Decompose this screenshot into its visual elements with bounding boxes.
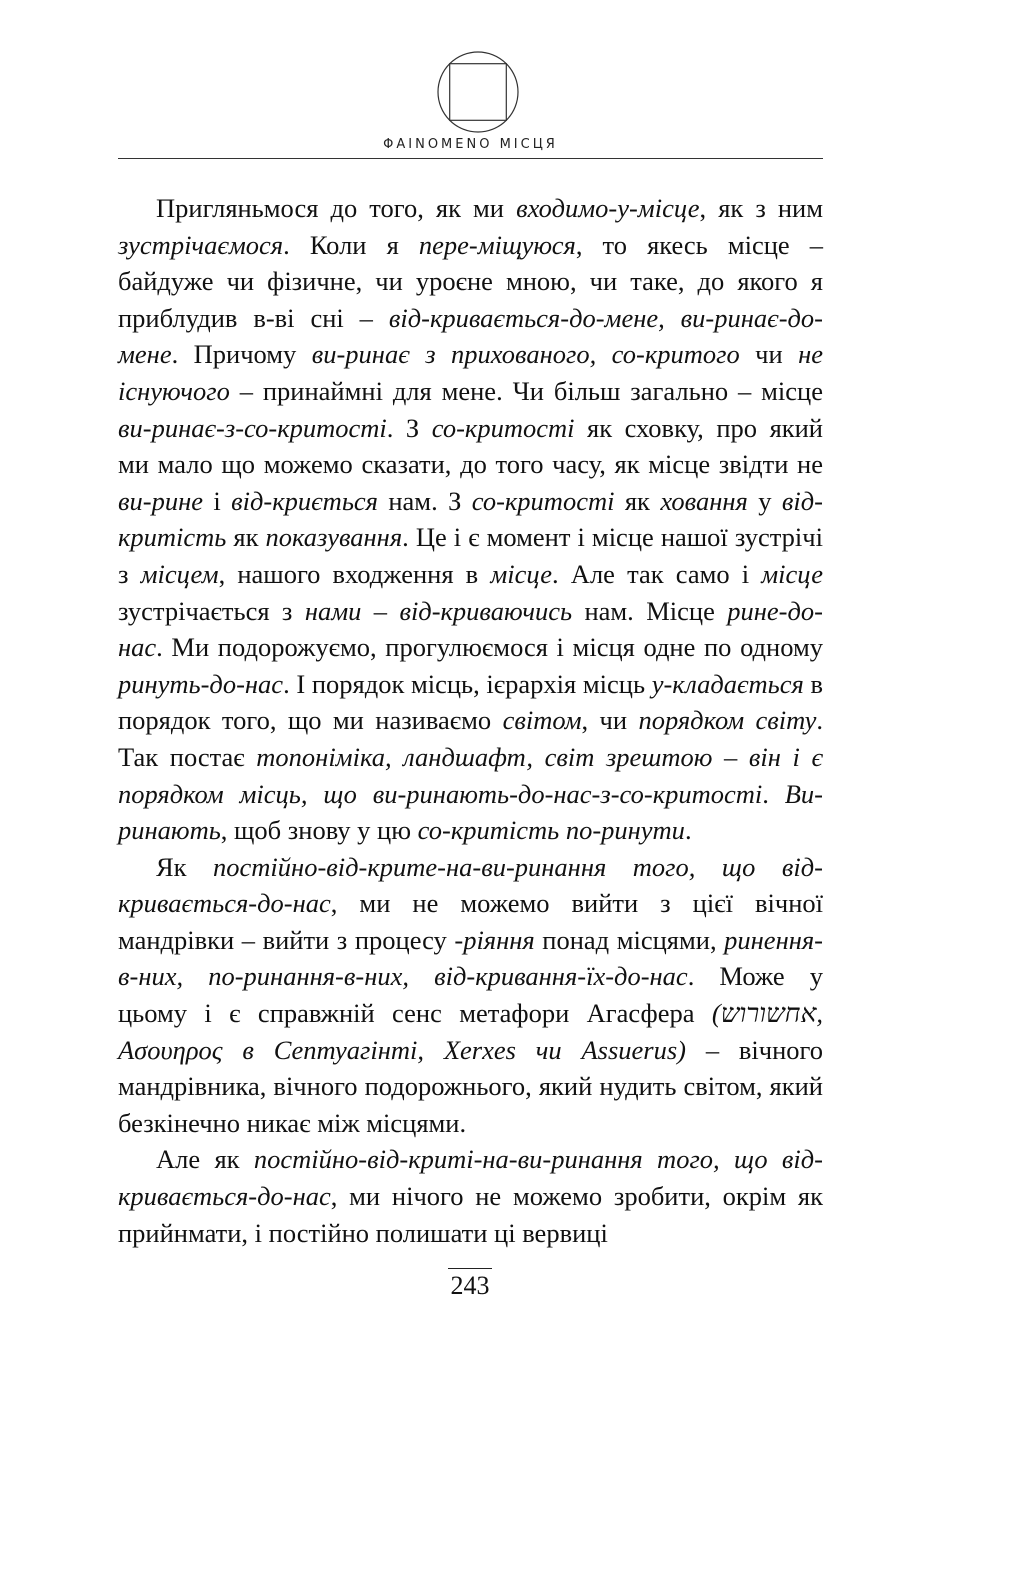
body-text [118,190,823,1251]
text-run: , нашого входження в [218,558,491,589]
text-run: . З [386,412,432,443]
text-run: . Але так само і [552,558,762,589]
italic-run: топоніміка, ландшафт, світ зрештою – він і є порядком місць, що ви-ринають-до-нас-з-со-критості [118,741,823,809]
italic-run: пере-міщуюся [418,229,576,260]
page-footer [430,1268,510,1301]
text-run: зустрічається з [118,595,305,626]
italic-run: місцем [140,558,219,589]
italic-run: ховання [660,485,748,516]
text-run: . Може у цьому і є справжній сенс метафори Агасфера [118,961,823,1029]
text-run: як [614,485,661,516]
italic-run: ринуть-до-нас [118,668,284,699]
italic-run: показування [265,522,403,553]
text-run: в порядок того, що ми називаємо [118,668,823,736]
text-run: чи [739,339,799,370]
italic-run: (אחשורוש, Ασουηρος в Септуагінті, Xerxes чи Assuerus) [118,998,823,1065]
text-run: Пригляньмося до того, як ми [156,193,517,223]
italic-run: не існуючого [118,339,823,406]
italic-run: світом [502,705,582,736]
italic-run: входимо-у-місце [516,193,700,223]
page-number: 243 [450,1271,490,1300]
text-run: . І порядок місць, ієрархія місць [283,668,652,699]
paragraph [118,849,823,1142]
page-number-rule [448,1268,492,1269]
text-run: . Причому [171,339,312,370]
text-run: , ми нічого не можемо зробити, окрім як прийнмати, і постійно полишати ці вервиці [118,1181,823,1248]
italic-run: постійно-від-крите-на-ви-ринання того, що від-кривається-до-нас [118,851,823,919]
running-head: ΦAINOMENO МІСЦЯ [383,137,558,152]
text-run: , як з ним [699,193,824,223]
text-run: нам. Місце [572,595,728,626]
italic-run: ви-ринає-з-со-критості [118,412,387,443]
italic-run: со-критості [471,485,615,516]
italic-run: со-критість по-ринути [417,815,685,846]
italic-run: нами – від-криваючись [304,595,573,626]
italic-run: у-кладається [651,668,804,699]
text-run: – вічного мандрівника, вічного подорожнього, який нудить світом, який безкінечно никає між місцями. [118,1034,824,1138]
text-run: . [762,778,785,809]
text-run: Але як [156,1144,254,1175]
paragraph [118,190,823,849]
paragraph [118,1141,823,1251]
text-run: . Так постає [118,705,824,772]
italic-run: ви-ринає з прихованого, со-критого [311,339,740,370]
text-run: як сховку, про який ми мало що можемо сказати, до того часу, як місце звідти не [118,412,823,480]
text-run: , ми не можемо вийти з цієї вічної мандрівки – вийти з процесу - [118,888,823,955]
circle-square-emblem [436,50,520,134]
italic-run: місце [761,558,823,589]
italic-run: ви-рине [118,485,203,516]
italic-run: від-критість [118,485,823,553]
italic-run: ріяння [463,924,535,955]
text-run: . Ми подорожуємо, прогулюємося і місця одне по одному [156,632,823,663]
italic-run: Ви-ринають [118,778,823,846]
text-run: Як [156,851,214,882]
text-run: як [226,522,266,553]
text-run: і [203,485,232,516]
text-run: , то якесь місце – байдуже чи фізичне, чи уроєне мною, чи таке, до якого я приблудив в-ві сні – [118,229,823,333]
text-run: . Це і є момент і місце нашої зустрічі з [118,522,823,589]
italic-run: постійно-від-криті-на-ви-ринання того, що від-кривається-до-нас [118,1144,823,1212]
italic-run: від-криється [231,485,378,516]
italic-run: ринення-в-них, по-ринання-в-них, від-кривання-їх-до-нас [118,924,824,992]
italic-run: рине-до-нас [118,595,823,663]
text-run: , чи [581,705,639,736]
italic-run: місце [490,558,553,589]
header-rule [118,158,823,159]
text-run: . [684,815,692,846]
text-run: , щоб знову у цю [220,815,418,846]
italic-run: від-кривається-до-мене, ви-ринає-до-мене [118,302,823,370]
text-run: нам. З [377,485,472,516]
italic-run: порядком світу [638,705,817,736]
text-run: у [747,485,782,516]
italic-run: со-критості [431,412,575,443]
text-run: – принаймні для мене. Чи більш загально – місце [229,375,823,406]
italic-run: зустрічаємося [118,229,284,260]
text-run: понад місцями, [534,924,725,955]
text-run: . Коли я [283,229,419,260]
